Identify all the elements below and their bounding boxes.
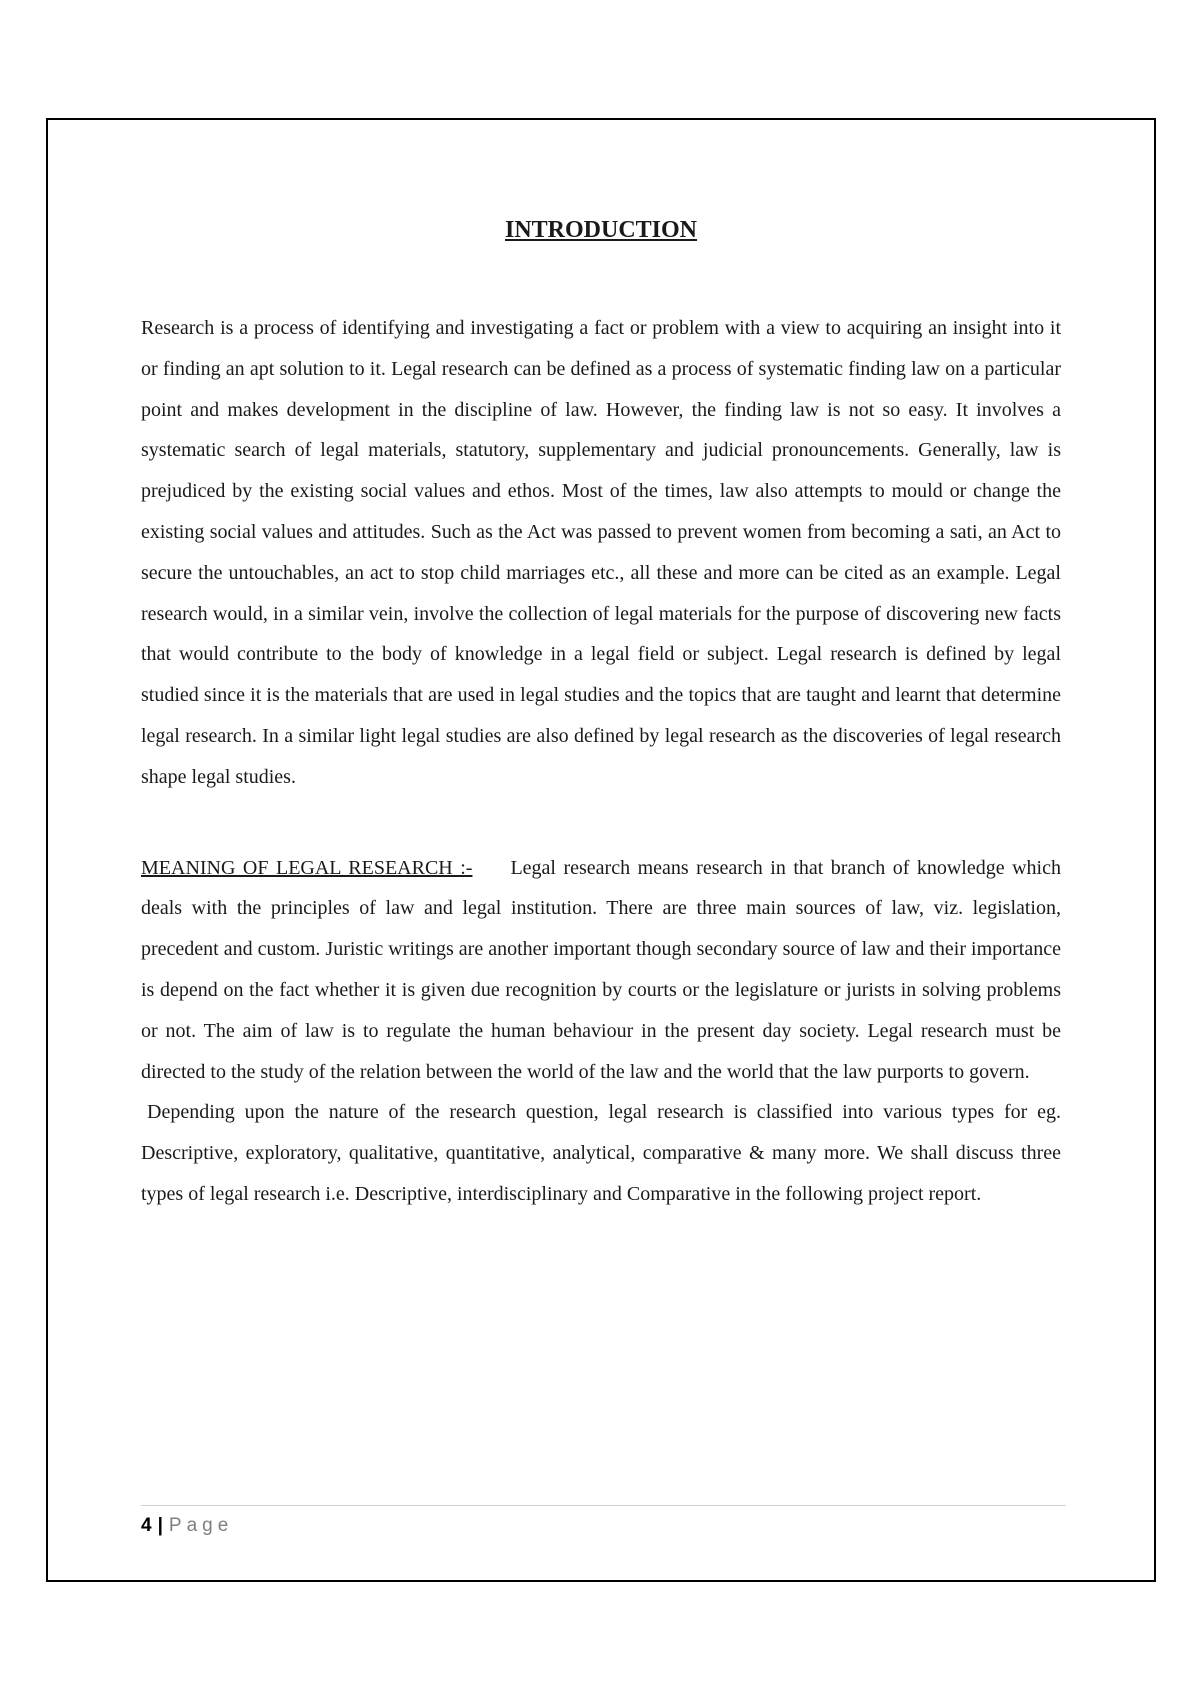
footer-rule [141, 1505, 1066, 1506]
page-title: INTRODUCTION [504, 217, 698, 243]
page-number: 4 [141, 1515, 152, 1536]
types-paragraph-block [141, 1092, 1061, 1214]
document-body [141, 210, 1061, 1215]
section-gap [141, 798, 1061, 848]
page-footer [141, 1514, 233, 1538]
footer-separator: | [157, 1515, 163, 1536]
types-paragraph: Depending upon the nature of the research question, legal research is classified into various types for eg. Descriptive, exploratory, qualitative, quantitative, analytical, comparative & many more. We shall discuss three types of legal research i.e. Descriptive, interdisciplinary and Comparative in the following project report. [141, 1101, 1061, 1205]
page-label: Page [168, 1515, 234, 1536]
meaning-heading: MEANING OF LEGAL RESEARCH :- [141, 856, 473, 879]
meaning-paragraph-block [141, 848, 1061, 1093]
meaning-paragraph: Legal research means research in that branch of knowledge which deals with the principles of law and legal institution. There are three main sources of law, viz. legislation, precedent and custom. Juristic writings are another important though secondary source of law and their importance is depend on the fact whether it is given due recognition by courts or the legislature or jurists in solving problems or not. The aim of law is to regulate the human behaviour in the present day society. Legal research must be directed to the study of the relation between the world of the law and the world that the law purports to govern. [141, 856, 1061, 1083]
intro-paragraph: Research is a process of identifying and investigating a fact or problem with a view to acquiring an insight into it or finding an apt solution to it. Legal research can be defined as a process of systematic finding law on a particular point and makes development in the discipline of law. However, the finding law is not so easy. It involves a systematic search of legal materials, statutory, supplementary and judicial pronouncements. Generally, law is prejudiced by the existing social values and ethos. Most of the times, law also attempts to mould or change the existing social values and attitudes. Such as the Act was passed to prevent women from becoming a sati, an Act to secure the untouchables, an act to stop child marriages etc., all these and more can be cited as an example. Legal research would, in a similar vein, involve the collection of legal materials for the purpose of discovering new facts that would contribute to the body of knowledge in a legal field or subject. Legal research is defined by legal studied since it is the materials that are used in legal studies and the topics that are taught and learnt that determine legal research. In a similar light legal studies are also defined by legal research as the discoveries of legal research shape legal studies. [141, 317, 1061, 788]
